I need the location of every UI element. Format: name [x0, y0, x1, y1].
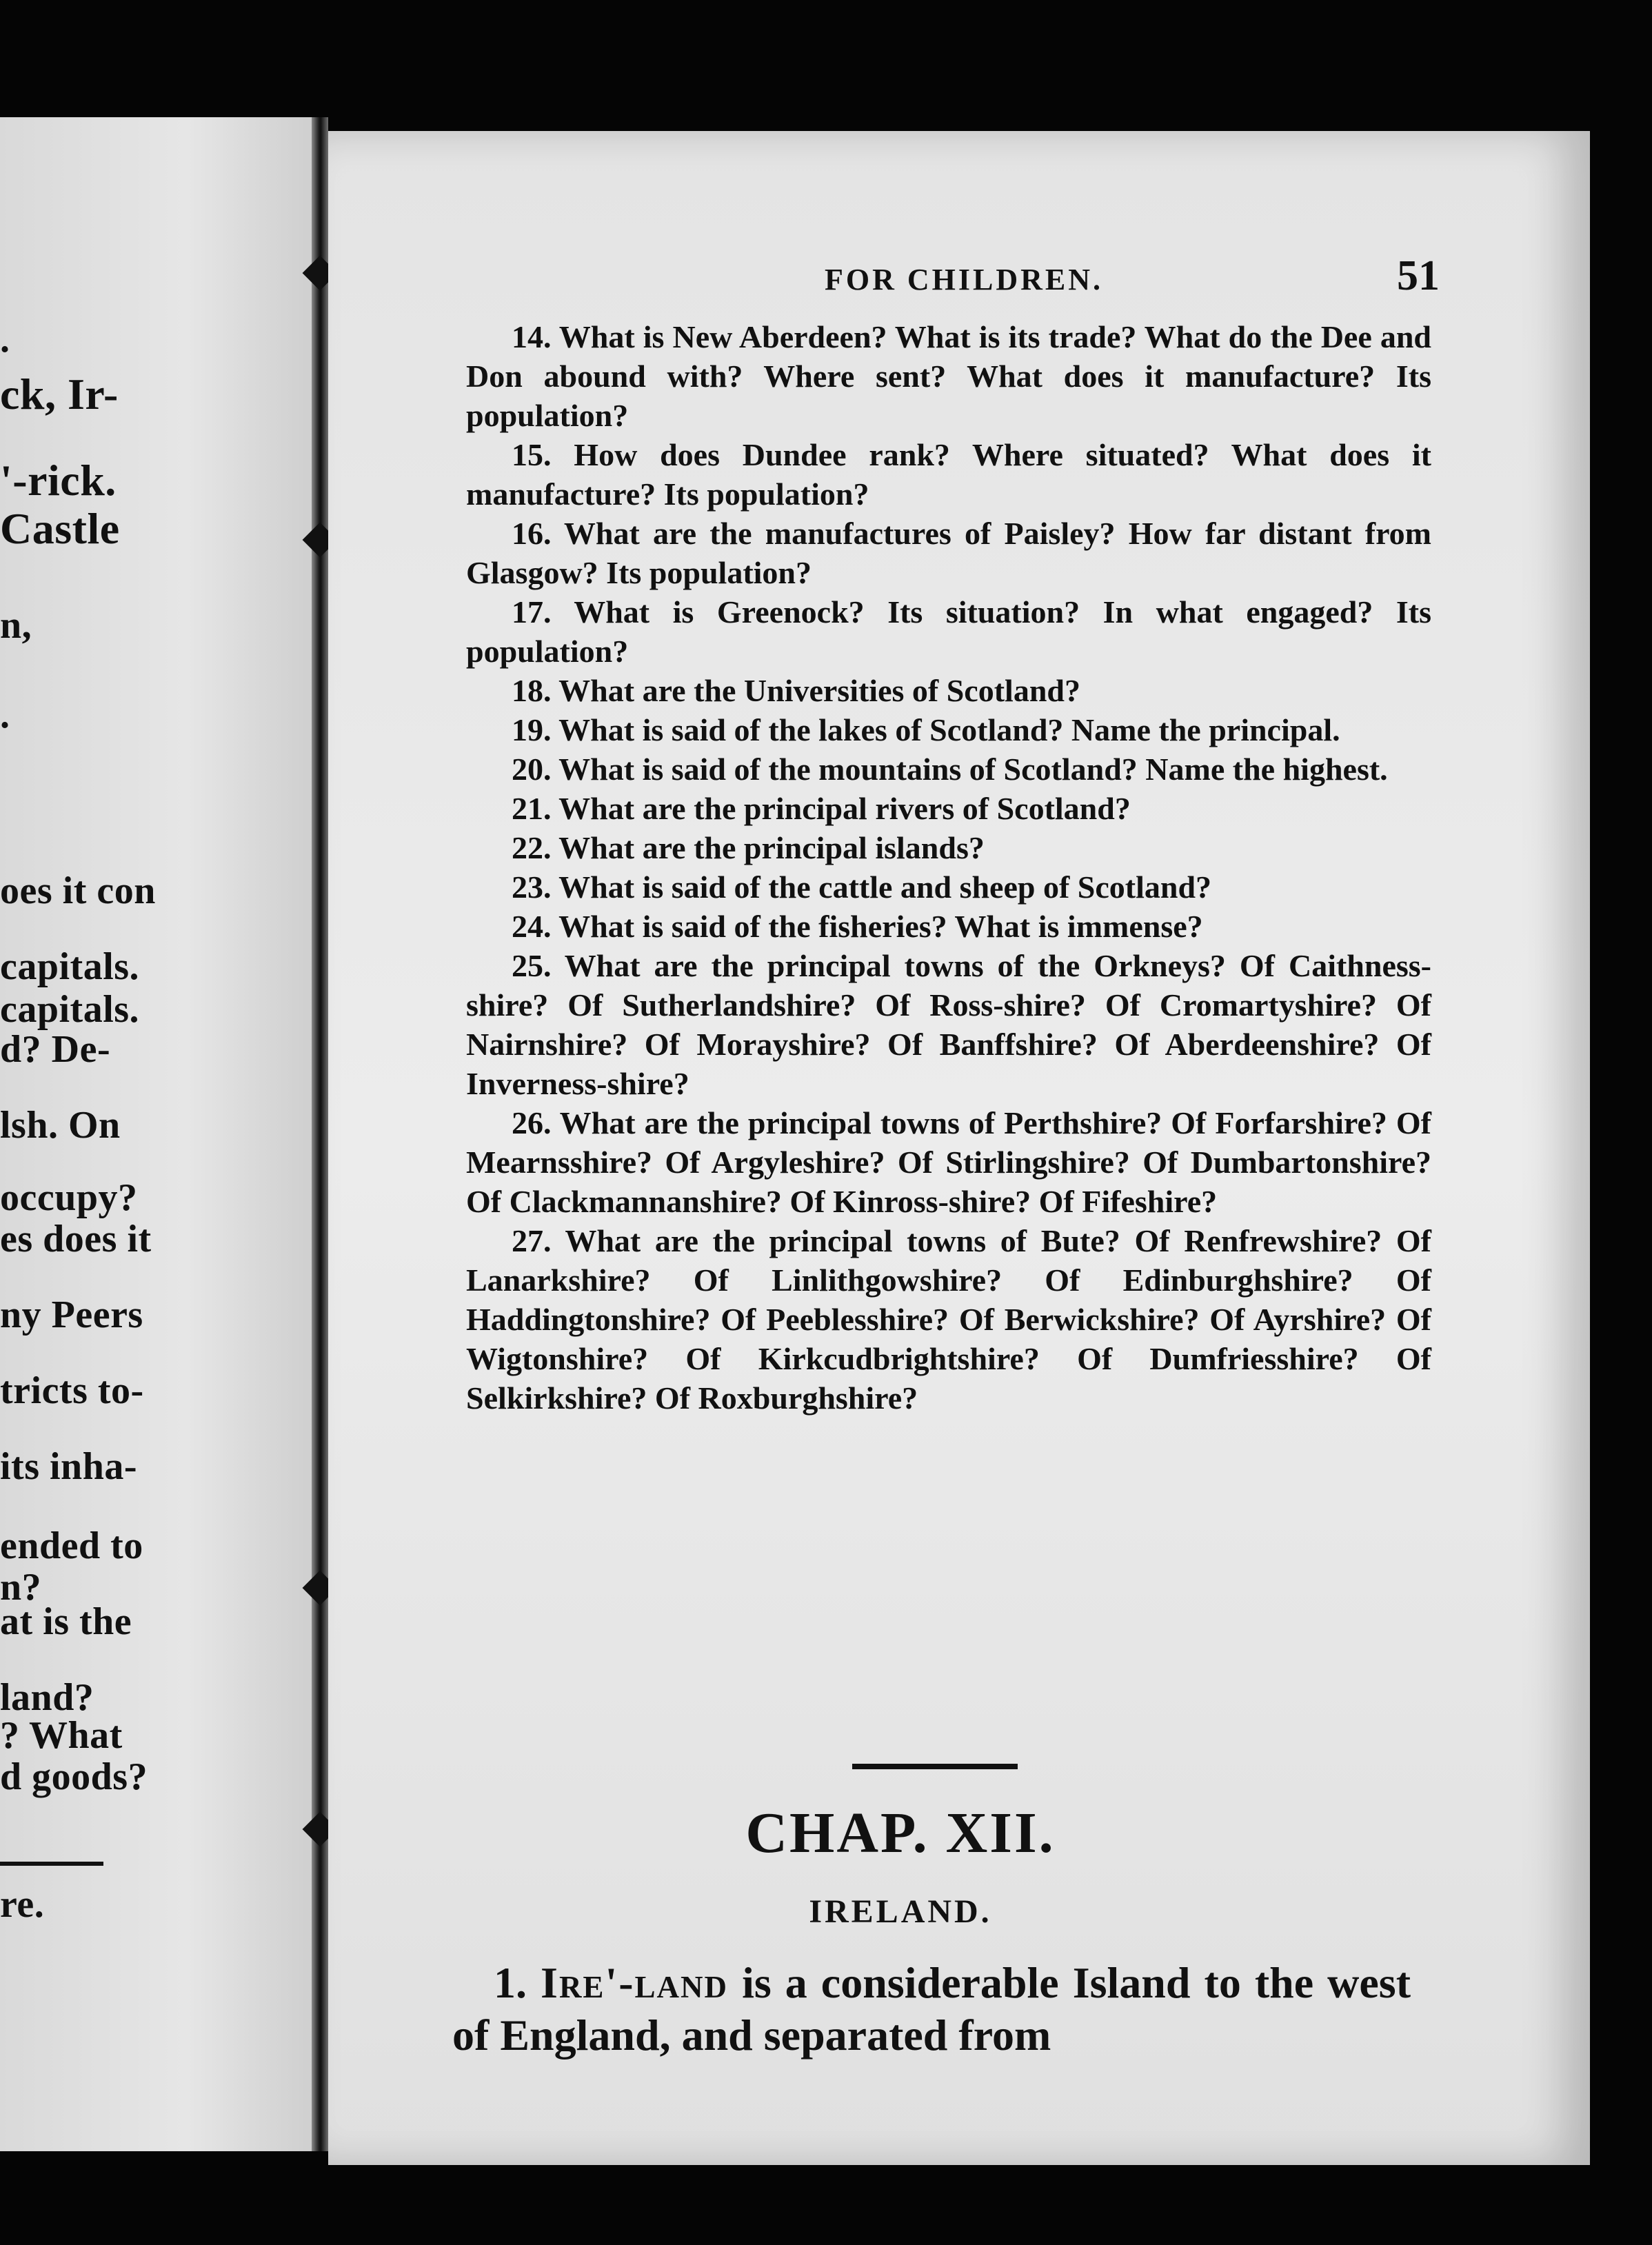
left-fragment: n,	[0, 604, 32, 647]
left-fragment: es does it	[0, 1218, 152, 1260]
paragraph-number: 1.	[494, 1958, 527, 2007]
left-fragment: .	[0, 318, 10, 361]
question-26: 26. What are the principal towns of Perthshire? Of Forfarshire? Of Mearnsshire? Of Argyleshire? Of Stirlingshire? Of Dumbartonshire? Of Clackmannanshire? Of Kinross-shire? Of Fifeshire?	[466, 1105, 1431, 1219]
question-16: 16. What are the manufactures of Paisley? How far distant from Glasgow? Its population?	[466, 516, 1431, 590]
question-19: 19. What is said of the lakes of Scotland? Name the principal.	[512, 712, 1340, 747]
running-header: FOR CHILDREN.	[825, 263, 1104, 296]
question-list	[466, 317, 1431, 1418]
left-fragment: ny Peers	[0, 1293, 143, 1336]
question-17: 17. What is Greenock? Its situation? In what engaged? Its population?	[466, 594, 1431, 669]
left-fragment: capitals.	[0, 988, 140, 1031]
left-fragment: capitals.	[0, 945, 140, 988]
right-page	[328, 131, 1590, 2165]
question-21: 21. What are the principal rivers of Scotland?	[512, 791, 1131, 826]
left-fragment: .	[0, 694, 10, 736]
left-fragment: ? What	[0, 1714, 123, 1757]
question-15: 15. How does Dundee rank? Where situated? What does it manufacture? Its population?	[466, 437, 1431, 512]
page-number: 51	[1397, 252, 1440, 299]
left-fragment: ended to	[0, 1524, 143, 1567]
left-fragment: its inha-	[0, 1445, 137, 1488]
section-divider	[852, 1764, 1018, 1769]
question-27: 27. What are the principal towns of Bute? Of Renfrewshire? Of Lanarkshire? Of Linlithgowshire? Of Edinburghshire? Of Haddingtonshire? Of Peeblesshire? Of Berwickshire? Of Ayrshire? Of Wigtonshire? Of Kirkcudbrightshire? Of Dumfriesshire? Of Selkirkshire? Of Roxburghshire?	[466, 1223, 1431, 1416]
question-23: 23. What is said of the cattle and sheep of Scotland?	[512, 869, 1212, 905]
left-fragment: n?	[0, 1566, 42, 1609]
chapter-title: CHAP. XII.	[745, 1801, 1056, 1865]
left-fragment: ck, Ir-	[0, 370, 119, 419]
question-18: 18. What are the Universities of Scotland?	[512, 673, 1080, 708]
left-fragment: '-rick.	[0, 456, 117, 505]
chapter-subtitle: IRELAND.	[809, 1893, 992, 1930]
question-20: 20. What is said of the mountains of Scotland? Name the highest.	[512, 752, 1388, 787]
left-fragment: lsh. On	[0, 1104, 121, 1147]
left-divider	[0, 1862, 103, 1866]
question-24: 24. What is said of the fisheries? What is immense?	[512, 909, 1203, 944]
headword: Ire'-land	[541, 1958, 729, 2007]
left-fragment: Castle	[0, 504, 120, 553]
left-fragment: at is the	[0, 1600, 132, 1643]
left-page	[0, 117, 312, 2151]
left-fragment: oes it con	[0, 869, 156, 912]
chapter-paragraph	[452, 1957, 1411, 2062]
left-fragment: d? De-	[0, 1028, 111, 1071]
left-fragment: land?	[0, 1676, 94, 1719]
left-fragment: d goods?	[0, 1755, 148, 1798]
paragraph-text: is a considerable Island to the west of England, and separated from	[452, 1958, 1411, 2060]
question-25: 25. What are the principal towns of the Orkneys? Of Caithness-shire? Of Sutherlandshire? Of Ross-shire? Of Cromartyshire? Of Nairnshire? Of Morayshire? Of Banffshire? Of Aberdeenshire? Of Inverness-shire?	[466, 948, 1431, 1101]
left-fragment: tricts to-	[0, 1369, 144, 1412]
question-14: 14. What is New Aberdeen? What is its trade? What do the Dee and Don abound with? Where sent? What does it manufacture? Its population?	[466, 319, 1431, 433]
left-fragment: occupy?	[0, 1176, 138, 1219]
left-fragment: re.	[0, 1883, 45, 1926]
question-22: 22. What are the principal islands?	[512, 830, 985, 865]
